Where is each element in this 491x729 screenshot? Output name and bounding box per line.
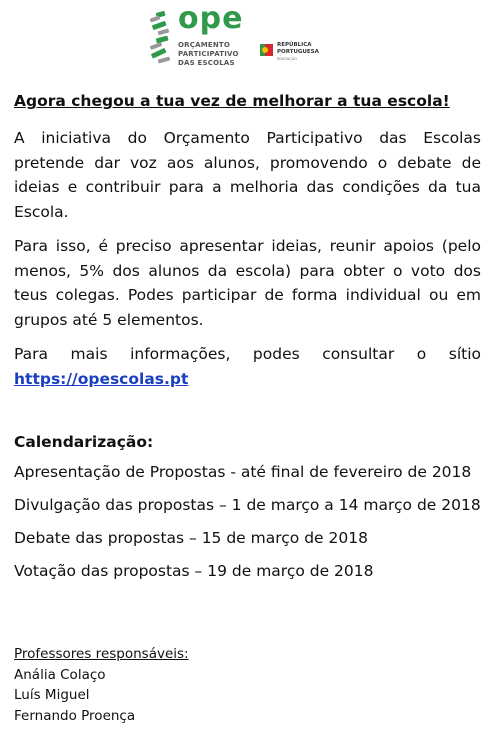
ope-sub-line-3: DAS ESCOLAS (178, 59, 235, 67)
republica-logo (260, 42, 340, 66)
professor-name: Luís Miguel (14, 687, 90, 703)
paragraph-more-info (14, 342, 481, 391)
republica-education: EDUCAÇÃO (277, 57, 297, 61)
paragraph-requirements: Para isso, é preciso apresentar ideias, reunir apoios (pelo menos, 5% dos alunos da escola) para obter o voto dos teus colegas. Podes participar de forma individual ou em grupos até 5 elementos. (14, 237, 481, 329)
ope-sub-line-1: ORÇAMENTO (178, 41, 231, 49)
republica-emblem-icon (260, 42, 274, 58)
ope-logo-word: ope (178, 1, 244, 36)
calendar-item-proposals: Apresentação de Propostas - até final de fevereiro de 2018 (14, 463, 472, 481)
professors-section (14, 644, 189, 726)
professors-heading: Professores responsáveis: (14, 646, 189, 662)
calendar-item-voting: Votação das propostas – 19 de março de 2018 (14, 562, 374, 580)
opescolas-link[interactable]: https://opescolas.pt (14, 369, 189, 388)
page-header (148, 1, 348, 72)
calendar-item-publication: Divulgação das propostas – 1 de março a 14 março de 2018 (14, 496, 481, 514)
paragraph-intro: A iniciativa do Orçamento Participativo das Escolas pretende dar voz aos alunos, promovendo o debate de ideias e contribuir para a melhoria das condições da tua Escola. (14, 129, 481, 221)
republica-line-1: REPÚBLICA (277, 42, 312, 48)
republica-text (277, 42, 319, 55)
ope-logo-subtitle (178, 41, 239, 68)
calendar-title: Calendarização: (14, 433, 154, 451)
professor-name: Fernando Proença (14, 707, 136, 724)
republica-line-2: PORTUGUESA (277, 48, 319, 55)
headline: Agora chegou a tua vez de melhorar a tua escola! (14, 92, 450, 110)
document-body (14, 90, 481, 593)
ope-sub-line-2: PARTICIPATIVO (178, 50, 239, 58)
ope-logo-icon (148, 8, 174, 68)
calendar-item-debate: Debate das propostas – 15 de março de 2018 (14, 529, 368, 547)
more-info-text: Para mais informações, podes consultar o sítio (14, 345, 481, 363)
professor-name: Anália Colaço (14, 666, 106, 683)
